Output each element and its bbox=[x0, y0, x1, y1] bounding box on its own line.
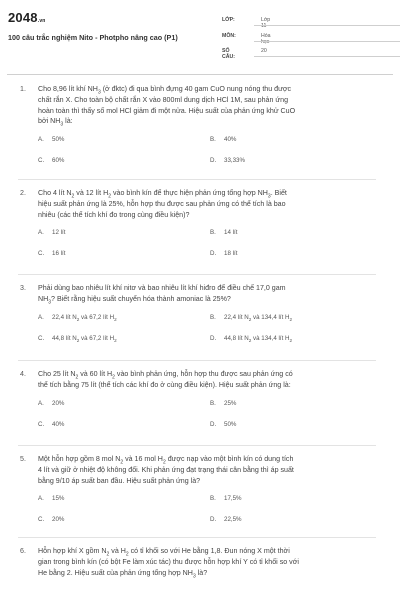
site-logo[interactable] bbox=[8, 10, 46, 25]
meta-divider bbox=[254, 56, 400, 57]
option-letter: B. bbox=[210, 229, 216, 237]
option-letter: B. bbox=[210, 313, 216, 321]
question-stem-line: chất rắn X. Cho toàn bộ chất rắn X vào 800ml dung dịch HCl 1M, sau phản ứng bbox=[38, 95, 289, 104]
option-text: 20% bbox=[52, 516, 65, 524]
option-text: 33,33% bbox=[224, 157, 245, 165]
question-stem-line: Cho 8,96 lít khí $NH_3$ (ở đktc) đi qua bình đựng 40 gam CuO nung nóng thu được bbox=[38, 85, 292, 96]
question-stem bbox=[38, 546, 376, 578]
option-text: 16 lít bbox=[52, 250, 66, 258]
question-divider bbox=[18, 445, 376, 446]
answer-option-a[interactable] bbox=[38, 229, 65, 236]
option-text: 40% bbox=[224, 136, 237, 144]
option-text: 20% bbox=[52, 399, 65, 407]
option-text: 22,4 lít $N_2$ và 67,2 lít $H_2$ bbox=[52, 313, 117, 322]
answer-option-b[interactable] bbox=[210, 495, 242, 502]
answer-option-d[interactable] bbox=[210, 250, 237, 257]
option-text: 40% bbox=[52, 420, 65, 428]
option-letter: A. bbox=[38, 136, 44, 144]
answer-option-b[interactable] bbox=[210, 400, 236, 407]
option-letter: D. bbox=[210, 157, 217, 165]
logo-main: 2048 bbox=[8, 10, 38, 25]
option-letter: D. bbox=[210, 516, 217, 524]
option-letter: D. bbox=[210, 250, 217, 258]
answer-option-d[interactable] bbox=[210, 516, 242, 523]
answer-option-c[interactable] bbox=[38, 250, 65, 257]
meta-class-label: LỚP: bbox=[222, 17, 235, 23]
option-text: 14 lít bbox=[224, 229, 238, 237]
question-divider bbox=[18, 274, 376, 275]
meta-divider bbox=[254, 25, 400, 26]
option-text: 44,8 lít $N_2$ và 67,2 lít $H_2$ bbox=[52, 334, 117, 343]
question-stem-line: $NH_3$? Biết rằng hiệu suất chuyển hóa thành amoniac là 25%? bbox=[38, 294, 231, 306]
answer-option-c[interactable] bbox=[38, 421, 64, 428]
option-text: 25% bbox=[224, 399, 237, 407]
answer-option-a[interactable] bbox=[38, 314, 117, 321]
option-letter: B. bbox=[210, 495, 216, 503]
header-divider bbox=[7, 74, 393, 75]
question-number: 2. bbox=[20, 189, 26, 197]
option-letter: C. bbox=[38, 516, 45, 524]
meta-class-value: Lớp 11 bbox=[261, 17, 271, 29]
option-text: 50% bbox=[52, 136, 65, 144]
question-number: 1. bbox=[20, 85, 26, 93]
option-text: 22,4 lít $N_2$ và 134,4 lít $H_2$ bbox=[224, 313, 293, 322]
answer-option-c[interactable] bbox=[38, 516, 64, 523]
option-text: 17,5% bbox=[224, 495, 242, 503]
option-letter: A. bbox=[38, 495, 44, 503]
answer-option-d[interactable] bbox=[210, 157, 245, 164]
question-number: 4. bbox=[20, 370, 26, 378]
answer-option-a[interactable] bbox=[38, 400, 64, 407]
question-stem-line: 4 lít và giữ ở nhiệt độ không đổi. Khi phản ứng đạt trạng thái cân bằng thì áp suất bbox=[38, 465, 294, 474]
option-text: 50% bbox=[224, 420, 237, 428]
option-text: 60% bbox=[52, 157, 65, 165]
question-stem-line: Phải dùng bao nhiêu lít khí nitơ và bao nhiêu lít khí hiđro để điều chế 17,0 gam bbox=[38, 284, 286, 292]
question-stem bbox=[38, 84, 376, 127]
option-letter: C. bbox=[38, 420, 45, 428]
meta-count-label: SỐ CÂU: bbox=[222, 48, 235, 60]
logo-suffix: .vn bbox=[37, 18, 46, 24]
answer-option-c[interactable] bbox=[38, 157, 64, 164]
option-letter: D. bbox=[210, 334, 217, 342]
question-stem-line: hiệu suất phản ứng là 25%, hỗn hợp thu được sau phản ứng có thể tích là bao bbox=[38, 199, 286, 208]
answer-option-a[interactable] bbox=[38, 495, 64, 502]
question-divider bbox=[18, 537, 376, 538]
question-stem-line: He bằng 2. Hiệu suất của phản ứng tổng hợp $NH_3$ là? bbox=[38, 568, 208, 579]
question-stem-line: Một hỗn hợp gồm 8 mol $N_2$ và 16 mol $H_2$ được nạp vào một bình kín có dung tích bbox=[38, 455, 294, 466]
question-divider bbox=[18, 179, 376, 180]
meta-divider bbox=[254, 41, 400, 42]
question-number: 6. bbox=[20, 547, 26, 555]
question-number: 3. bbox=[20, 284, 26, 292]
option-text: 15% bbox=[52, 495, 65, 503]
question-number: 5. bbox=[20, 455, 26, 463]
option-letter: A. bbox=[38, 313, 44, 321]
document-header bbox=[0, 0, 400, 62]
question-stem-line: Hỗn hợp khí X gồm $N_2$ và $H_2$ có tỉ khối so với He bằng 1,8. Đun nóng X một thời bbox=[38, 547, 290, 558]
answer-option-c[interactable] bbox=[38, 335, 117, 342]
document-title: 100 câu trắc nghiệm Nito - Photpho nâng cao (P1) bbox=[8, 33, 178, 42]
option-letter: C. bbox=[38, 334, 45, 342]
question-stem-line: Cho 25 lít $N_2$ và 60 lít $H_2$ vào bình phản ứng, hỗn hợp thu được sau phản ứng có bbox=[38, 370, 293, 381]
option-text: 12 lít bbox=[52, 229, 66, 237]
question-stem-line: bởi $NH_3$ là: bbox=[38, 117, 73, 128]
option-letter: B. bbox=[210, 136, 216, 144]
option-letter: D. bbox=[210, 420, 217, 428]
question-stem bbox=[38, 188, 376, 220]
answer-option-b[interactable] bbox=[210, 136, 236, 143]
answer-option-d[interactable] bbox=[210, 335, 292, 342]
question-divider bbox=[18, 360, 376, 361]
option-text: 18 lít bbox=[224, 250, 238, 258]
question-stem-line: gian trong bình kín (có bột Fe làm xúc tác) thu được hỗn hợp khí Y có tỉ khối so với bbox=[38, 557, 299, 566]
answer-option-b[interactable] bbox=[210, 229, 237, 236]
meta-subject-label: MÔN: bbox=[222, 33, 236, 39]
option-letter: A. bbox=[38, 229, 44, 237]
question-stem-line: thể tích bằng 75 lít (thể tích các khí đo ở cùng điều kiện). Hiệu suất phản ứng là: bbox=[38, 380, 291, 389]
answer-option-a[interactable] bbox=[38, 136, 64, 143]
option-letter: C. bbox=[38, 157, 45, 165]
option-letter: C. bbox=[38, 250, 45, 258]
answer-option-b[interactable] bbox=[210, 314, 292, 321]
question-stem-line: Cho 4 lít $N_2$ và 12 lít $H_2$ vào bình kín để thực hiện phản ứng tổng hợp $NH_3$. Biết bbox=[38, 189, 287, 200]
option-letter: B. bbox=[210, 399, 216, 407]
question-stem bbox=[38, 369, 376, 391]
question-stem-line: hoàn toàn thì thấy số mol HCl giảm đi một nửa. Hiệu suất của phản ứng khử CuO bbox=[38, 106, 296, 115]
meta-count-value: 20 bbox=[261, 48, 267, 54]
option-text: 22,5% bbox=[224, 516, 242, 524]
question-stem-line: bằng 9/10 áp suất ban đầu. Hiệu suất phản ứng là? bbox=[38, 476, 201, 485]
meta-subject-value: Hóa học bbox=[261, 33, 271, 45]
option-letter: A. bbox=[38, 399, 44, 407]
question-stem-line: nhiêu (các thể tích khí đo trong cùng điều kiện)? bbox=[38, 210, 190, 219]
answer-option-d[interactable] bbox=[210, 421, 236, 428]
question-stem bbox=[38, 283, 376, 305]
question-stem bbox=[38, 454, 376, 486]
option-text: 44,8 lít $N_2$ và 134,4 lít $H_2$ bbox=[224, 334, 293, 343]
